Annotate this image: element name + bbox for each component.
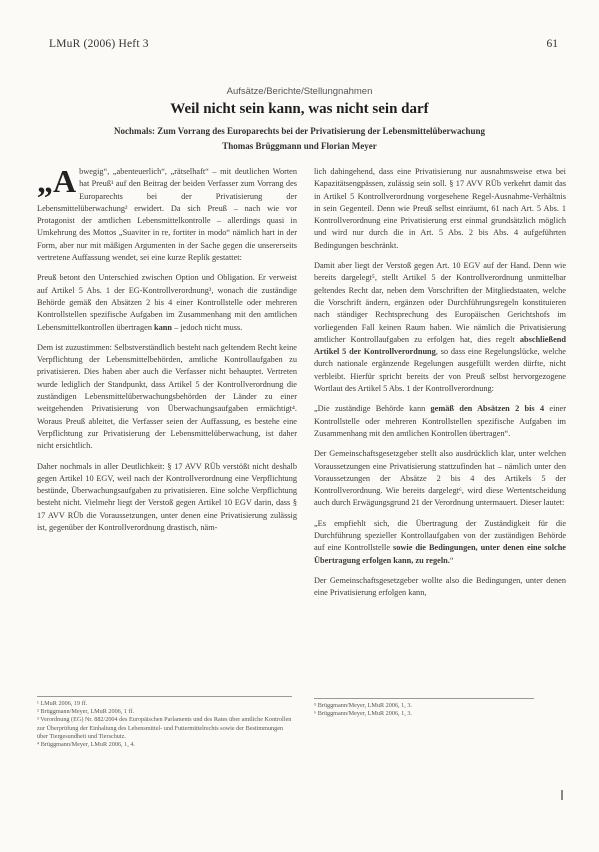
emphasis: gemäß den Absätzen 2 bis 4 [430,404,545,414]
drop-cap: „A [37,163,77,199]
footnote: ¹ LMuR 2006, 19 ff. [37,700,88,707]
paragraph: lich dahingehend, dass eine Privatisierung nur ausnahmsweise etwa bei Kapazitätsengpässen, zulässig sein soll. § 17 AVV RÜb verkehrt damit das in Artikel 5 Kontrollverordnung vorgesehene Regel-Ausnahme-Verhältnis in sein Gegenteil. Denn wie Preuß selbst einräumt, 61 nach Art. 5 Abs. 1 Kontrollverordnung eine Privatisierung erst einmal grundsätzlich möglich und wird nur durch die in Art. 5 Abs. 2 bis Abs. 4 aufgeführten Bedingungen beschränkt. [314,167,566,250]
paragraph [37,272,297,333]
footnote: ⁴ Brüggmann/Meyer, LMuR 2006, 1, 4. [37,741,135,749]
paragraph [37,163,297,264]
article-title: Weil nicht sein kann, was nicht sein darf [170,101,429,117]
paragraph-text: , so dass eine Regelungslücke, welche durch nationale ergänzende Regelungen ausgefüllt werden dürfte, nicht verbleibt. Hierfür spricht bereits der von Preuß selbst hervorgezogene Wortlaut des Artikel 5 Abs. 1 der Kontrollverordnung: [314,347,566,394]
paragraph: Der Gemeinschaftsgesetzgeber stellt also ausdrücklich klar, unter welchen Voraussetzungen eine Privatisierung stattzufinden hat – nämlich unter den Voraussetzungen der Absätze 2 bis 4 des Artikels 5 der Kontrollverordnung. Wie bereits dargelegt⁶, wird diese Wertentscheidung auch durch Erwägungsgrund 21 der Verordnung untermauert. Dieser lautet: [314,449,566,508]
block-quote [314,518,566,567]
paragraph: Der Gemeinschaftsgesetzgeber wollte also die Bedingungen, unter denen eine Privatisierung erfolgen kann, [314,575,566,598]
emphasis: abschließend Artikel 5 der Kontrollverordnung [314,334,566,357]
emphasis: kann [154,322,173,332]
paragraph: Dem ist zuzustimmen: Selbstverständlich besteht nach geltendem Recht keine Verpflichtung der Lebensmittelbehörden, amtliche Kontrollaufgaben zu privatisieren. Dies haben aber auch die Verfasser nicht behauptet. Vertreten wurde lediglich der Standpunkt, dass Artikel 5 der Kontrollverordnung die zuständigen Lebensmittelüberwachungsbehörden der Länder zu einer weitgehenden Privatisierung von Überwachungsaufgaben ermächtigt⁴. Woraus Preuß ableitet, die Verfasser seien der Auffassung, es bestehe eine Verpflichtung zur Privatisierung der Lebensmittelüberwachung, ist daher nicht ersichtlich. [37,342,297,451]
footnote: ³ Verordnung (EG) Nr. 882/2004 des Europäischen Parlaments und des Rates über amtliche Kontrollen zur Überprüfung der Einhaltung des Lebensmittel- und Futtermittelrechts sowie der Bestimmungen über Tiergesundheit und Tierschutz. [37,716,292,740]
footnote: ⁵ Brüggmann/Meyer, LMuR 2006, 1, 3. [314,702,412,709]
emphasis: sowie die Bedingungen, unter denen eine solche Übertragung erfolgen kann, zu regeln. [314,543,566,565]
footnote: ² Brüggmann/Meyer, LMuR 2006, 1 ff. [37,708,135,716]
quote-text: „Die zuständige Behörde kann [314,404,431,414]
paragraph-text: Preuß betont den Unterschied zwischen Option und Obligation. Er verweist auf Artikel 5 Abs. 1 der EG-Kontrollverordnung³, wonach die zuständige Behörde gemäß den Absätzen 2 bis 4 einer Kontrollstelle oder mehreren Kontrollstellen spezifische Aufgaben im Zusammenhang mit den amtlichen Lebensmittelkontrollen übertragen [37,273,297,332]
block-quote [314,403,566,440]
paragraph-text: Damit aber liegt der Verstoß gegen Art. 10 EGV auf der Hand. Denn wie bereits dargelegt⁵, stellt Artikel 5 der Kontrollverordnung unmittelbar geltendes Recht dar, neben dem Vorschriften der Mitgliedstaaten, welche die Vorschrift ändern, ergänzen oder Durchführungsregeln konstituieren nach ständiger Rechtsprechung des Europäischen Gerichtshofs im vorliegenden Fall keinen Raum haben. Wie nämlich die Privatisierung amtlicher Kontrollaufgaben zu erfolgen hat, dies regelt [314,261,566,344]
paragraph: Daher nochmals in aller Deutlichkeit: § 17 AVV RÜb verstößt nicht deshalb gegen Artikel 10 EGV, weil nach der Kontrollverordnung eine Verpflichtung bestünde, Überwachungsaufgaben zu privatisieren. Eine solche Verpflichtung besteht nicht. Vielmehr liegt der Verstoß gegen Artikel 10 EGV darin, dass § 17 AVV RÜb die Voraussetzungen, unter denen eine Privatisierung zulässig ist, gegenüber der Kontrollverordnung drastisch, näm- [37,461,297,533]
page-number: 61 [546,38,558,50]
article-subtitle: Nochmals: Zum Vorrang des Europarechts bei der Privatisierung der Lebensmittelüberwachung [113,126,486,136]
running-header-journal: LMuR (2006) Heft 3 [49,38,149,50]
left-column [37,163,297,542]
footnote: ⁶ Brüggmann/Meyer, LMuR 2006, 1, 3. [314,710,412,718]
margin-mark [561,790,563,800]
paragraph-text: bwegig“, „abenteuerlich“, „rätselhaft“ – mit deutlichen Worten hat Preuß¹ auf den Beitrag der beiden Verfasser zum Vorrang des Europarechts bei der Privatisierung der Lebensmittelüberwachung² erwidert. Da sich Preuß – nach wie vor Protagonist der amtlichen Lebensmittelkontrolle – allerdings quasi in Umkehrung des Mottos „Suaviter in re, fortiter in modo“ nämlich hart in der Form, aber nur mit mäßigen Argumenten in der Sache gegen die unsererseits vertretene Auffassung wendet, sei eine kurze Replik gestattet: [37,167,297,263]
footnotes-right [314,698,534,718]
quote-text: einer Kontrollstelle oder mehreren Kontrollstellen spezifische Aufgaben im Zusammenhang mit den amtlichen Kontrollen übertragen“. [314,404,566,438]
paragraph-text: – jedoch nicht muss. [172,322,243,332]
quote-text: „Es empfiehlt sich, die Übertragung der Zuständigkeit für die Durchführung spezieller Kontrollaufgaben von der zuständigen Behörde auf eine Kontrollstelle [314,518,566,553]
paragraph [314,260,566,395]
quote-text: “ [449,555,454,565]
article-authors: Thomas Brüggmann und Florian Meyer [222,141,377,151]
section-rubric: Aufsätze/Berichte/Stellungnahmen [226,86,373,97]
footnotes-left [37,696,292,749]
right-column [314,166,566,608]
